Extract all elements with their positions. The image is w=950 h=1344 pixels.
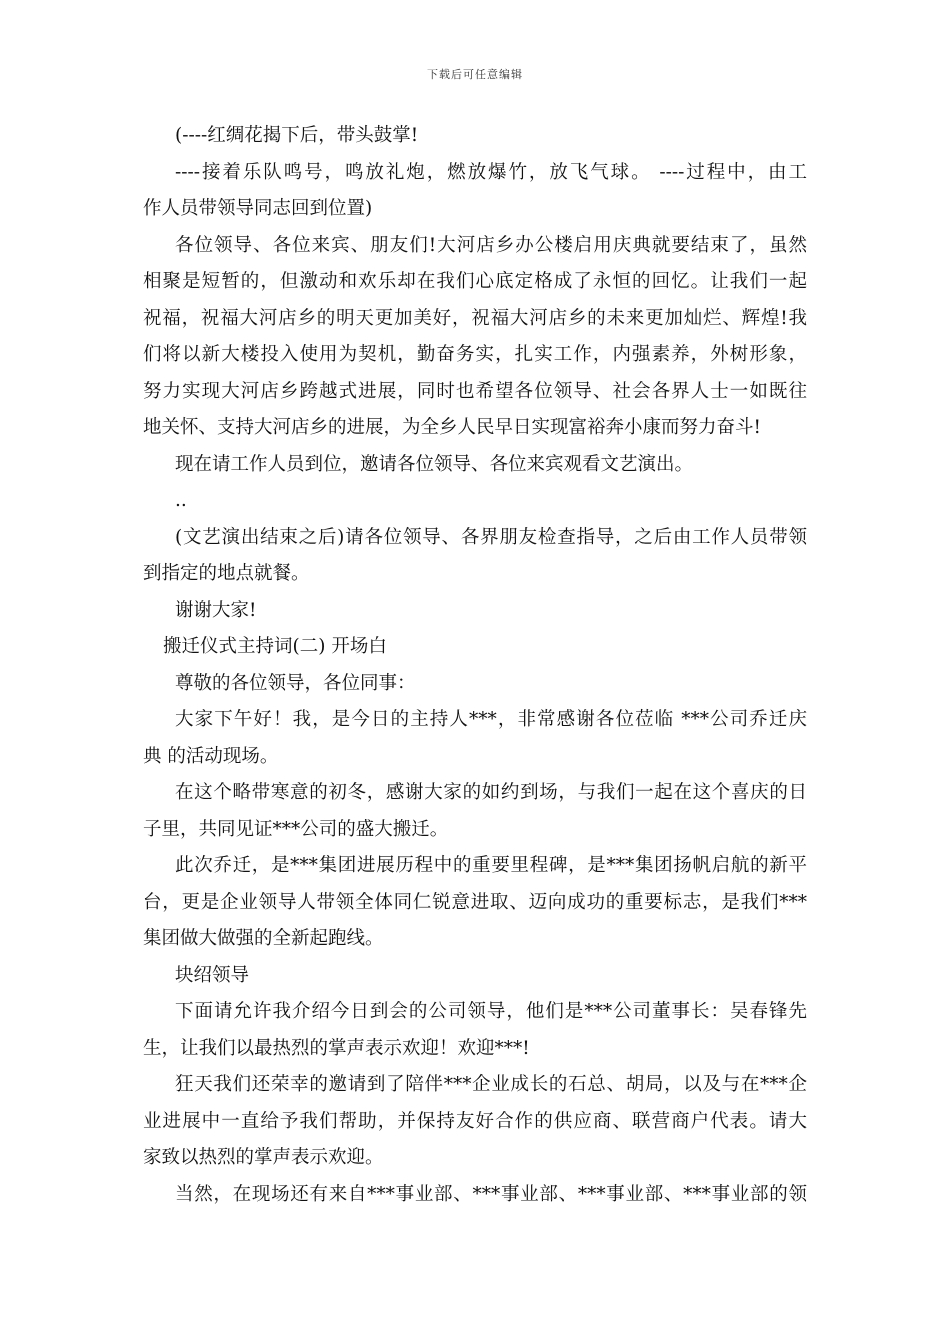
text-line: 在这个略带寒意的初冬，感谢大家的如约到场，与我们一起在这个喜庆的日 xyxy=(175,782,807,803)
text-line: ----接着乐队鸣号，鸣放礼炮，燃放爆竹，放飞气球。 ----过程中，由工 xyxy=(175,161,807,183)
text-line: 此次乔迁，是***集团进展历程中的重要里程碑，是***集团扬帆启航的新平 xyxy=(175,855,807,876)
text-line: 相聚是短暂的，但激动和欢乐却在我们心底定格成了永恒的回忆。让我们一起 xyxy=(143,271,807,292)
text-line: (文艺演出结束之后)请各位领导、各界朋友检查指导，之后由工作人员带领 xyxy=(175,526,807,548)
text-line: .. xyxy=(175,490,187,511)
text-line: 到指定的地点就餐。 xyxy=(143,563,310,584)
page-header: 下载后可任意编辑 xyxy=(427,68,523,81)
text-line: (----红绸花揭下后，带头鼓掌! xyxy=(175,125,419,146)
text-line: 现在请工作人员到位，邀请各位领导、各位来宾观看文艺演出。 xyxy=(175,453,694,475)
text-line: 子里，共同见证***公司的盛大搬迁。 xyxy=(143,818,449,840)
text-line: 下面请允许我介绍今日到会的公司领导，他们是***公司董事长：吴春锋先 xyxy=(175,1001,807,1022)
text-line: 大家下午好！我，是今日的主持人***，非常感谢各位莅临 ***公司乔迁庆 xyxy=(175,709,807,730)
text-line: 块绍领导 xyxy=(175,964,250,986)
text-line: 尊敬的各位领导，各位同事： xyxy=(175,672,416,694)
text-line: 祝福，祝福大河店乡的明天更加美好，祝福大河店乡的未来更加灿烂、辉煌!我 xyxy=(143,307,807,329)
text-line: 搬迁仪式主持词(二) 开场白 xyxy=(163,636,387,657)
text-line: 生，让我们以最热烈的掌声表示欢迎！欢迎***! xyxy=(143,1037,530,1059)
document-body xyxy=(143,118,807,1213)
text-line: 典 的活动现场。 xyxy=(143,745,279,767)
text-line: 各位领导、各位来宾、朋友们!大河店乡办公楼启用庆典就要结束了，虽然 xyxy=(175,234,807,256)
text-line: 台，更是企业领导人带领全体同仁锐意进取、迈向成功的重要标志，是我们*** xyxy=(143,891,807,913)
text-line: 地关怀、支持大河店乡的进展，为全乡人民早日实现富裕奔小康而努力奋斗! xyxy=(143,417,761,438)
text-line: 业进展中一直给予我们帮助，并保持友好合作的供应商、联营商户代表。请大 xyxy=(143,1110,807,1132)
text-line: 集团做大做强的全新起跑线。 xyxy=(143,928,384,949)
text-line: 作人员带领导同志回到位置) xyxy=(143,198,373,219)
text-line: 家致以热烈的掌声表示欢迎。 xyxy=(143,1147,384,1168)
text-line: 谢谢大家! xyxy=(175,599,257,621)
text-line: 们将以新大楼投入使用为契机，勤奋务实，扎实工作，内强素养，外树形象， xyxy=(143,344,807,365)
text-line: 狂天我们还荣幸的邀请到了陪伴***企业成长的石总、胡局，以及与在***企 xyxy=(175,1074,807,1095)
text-line: 努力实现大河店乡跨越式进展，同时也希望各位领导、社会各界人士一如既往 xyxy=(143,380,807,402)
text-line: 当然，在现场还有来自***事业部、***事业部、***事业部、***事业部的领 xyxy=(175,1183,807,1205)
